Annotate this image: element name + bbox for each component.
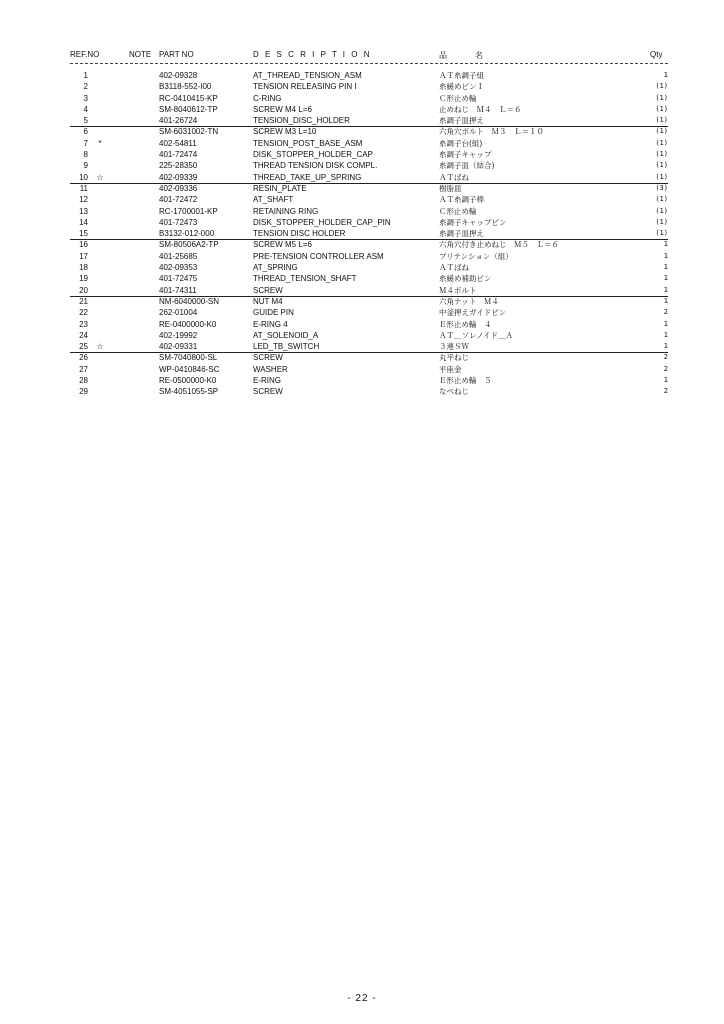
table-row [0,386,724,397]
part-no-cell: RC-1700001-KP [159,206,218,216]
qty-cell: (1) [655,138,668,147]
part-no-cell: NM-6040000-SN [159,296,220,306]
description-cell: AT_THREAD_TENSION_ASM [253,71,362,80]
part-no-cell: 402-19992 [159,330,198,340]
description-cell: GUIDE PIN [253,308,294,318]
table-row [0,330,724,341]
ref-no-cell: 25 [79,342,88,352]
table-row [0,273,724,284]
ref-no-cell: 12 [79,195,88,205]
qty-cell: (1) [655,82,668,91]
japanese-name-cell: Ｍ４ボルト [439,285,477,295]
table-row [0,138,724,149]
description-cell: SCREW M3 L=10 [253,127,317,137]
part-no-cell: 401-74311 [159,285,197,295]
description-cell: SCREW M4 L=6 [253,104,312,114]
qty-cell: 1 [663,240,668,249]
table-row [0,160,724,171]
description-cell: DISK_STOPPER_HOLDER_CAP [253,150,373,160]
header-qty: Qty [650,50,663,59]
qty-cell: 1 [663,319,668,328]
ref-no-cell: 11 [79,183,88,193]
table-row [0,126,724,137]
qty-cell: 1 [663,330,668,339]
qty-cell: 1 [663,71,668,79]
description-cell: THREAD_TAKE_UP_SPRING [253,172,362,182]
ref-no-cell: 7 [83,138,88,148]
description-cell: THREAD TENSION DISK COMPL. [253,161,378,171]
ref-no-cell: 9 [83,161,88,171]
description-cell: LED_TB_SWITCH [253,342,320,352]
qty-cell: (1) [655,104,668,113]
ref-no-cell: 16 [79,240,88,250]
japanese-name-cell: Ｅ形止め輪 ５ [439,376,492,386]
ref-no-cell: 23 [79,319,88,329]
qty-cell: 1 [663,274,668,283]
table-row [0,285,724,296]
table-row [0,172,724,183]
table-row [0,364,724,375]
japanese-name-cell: 糸調子皿（結合) [439,161,495,171]
qty-cell: 2 [663,308,668,317]
ref-no-cell: 10 [79,172,88,182]
table-row [0,341,724,352]
description-cell: E-RING 4 [253,319,288,329]
description-cell: AT_SOLENOID_A [253,330,319,340]
japanese-name-cell: プリテンション（組） [439,251,513,261]
table-header [0,50,724,62]
description-cell: SCREW M5 L=6 [253,240,312,250]
table-row [0,217,724,228]
table-row [0,375,724,386]
part-no-cell: SM-6031002-TN [159,127,219,137]
japanese-name-cell: 糸調子台(組) [439,138,483,148]
ref-no-cell: 14 [79,217,88,227]
parts-table [0,70,724,398]
description-cell: RETAINING RING [253,206,319,216]
part-no-cell: SM-80506A2-TP [159,240,219,250]
table-row [0,183,724,194]
ref-no-cell: 8 [83,150,88,160]
japanese-name-cell: 糸調子キャップピン [439,217,507,227]
description-cell: TENSION RELEASING PIN I [253,82,357,92]
japanese-name-cell: ＡＴ糸調子組 [439,71,484,80]
description-cell: TENSION DISC HOLDER [253,229,346,239]
description-cell: RESIN_PLATE [253,183,307,193]
description-cell: DISK_STOPPER_HOLDER_CAP_PIN [253,217,391,227]
qty-cell: 1 [663,251,668,260]
description-cell: C-RING [253,93,282,103]
qty-cell: (1) [655,229,668,238]
part-no-cell: SM-4051055-SP [159,387,219,397]
part-no-cell: WP-0410846-SC [159,364,220,374]
part-no-cell: 402-09339 [159,172,198,182]
qty-cell: (1) [655,116,668,125]
part-no-cell: 402-09328 [159,71,198,80]
table-row [0,93,724,104]
japanese-name-cell: 糸緩めピンＩ [439,82,484,92]
japanese-name-cell: 糸調子皿押え [439,116,484,126]
part-no-cell: 401-72472 [159,195,198,205]
description-cell: SCREW [253,387,283,397]
note-cell: ☆ [96,172,104,182]
qty-cell: (1) [655,150,668,159]
header-note: NOTE [129,50,152,59]
part-no-cell: B3132-012-000 [159,229,215,239]
qty-cell: 1 [663,342,668,351]
ref-no-cell: 6 [83,127,88,137]
qty-cell: (1) [655,206,668,215]
part-no-cell: RE-0400000-K0 [159,319,217,329]
description-cell: TENSION_DISC_HOLDER [253,116,350,126]
part-no-cell: 401-26724 [159,116,198,126]
ref-no-cell: 2 [83,82,88,92]
table-row [0,81,724,92]
part-no-cell: 402-09331 [159,342,198,352]
description-cell: PRE-TENSION CONTROLLER ASM [253,251,384,261]
description-cell: SCREW [253,353,283,363]
japanese-name-cell: Ｃ形止め輪 [439,206,477,216]
japanese-name-cell: 糸調子皿押え [439,229,484,239]
table-row [0,228,724,239]
description-cell: THREAD_TENSION_SHAFT [253,274,357,284]
header-ref-no: REF.NO [70,50,100,59]
part-no-cell: RC-0410415-KP [159,93,218,103]
ref-no-cell: 15 [79,229,88,239]
japanese-name-cell: ＡＴ糸調子棒 [439,195,484,205]
japanese-name-cell: 平座金 [439,364,462,374]
table-row [0,262,724,273]
ref-no-cell: 24 [79,330,88,340]
qty-cell: (1) [655,93,668,102]
description-cell: AT_SPRING [253,263,298,273]
ref-no-cell: 28 [79,376,88,386]
ref-no-cell: 20 [79,285,88,295]
table-row [0,251,724,262]
qty-cell: 1 [663,296,668,305]
part-no-cell: 262-01004 [159,308,198,318]
note-cell: * [98,138,102,148]
table-row [0,206,724,217]
qty-cell: 2 [663,364,668,373]
qty-cell: (1) [655,217,668,226]
part-no-cell: 401-72473 [159,217,198,227]
table-row [0,104,724,115]
japanese-name-cell: 丸平ねじ [439,353,469,363]
part-no-cell: 401-25685 [159,251,198,261]
japanese-name-cell: 六角穴付き止めねじ Ｍ５ Ｌ＝６ [439,240,559,250]
qty-cell: 2 [663,353,668,362]
japanese-name-cell: 樹脂皿 [439,183,462,193]
table-row [0,307,724,318]
header-dashed-rule [70,63,668,64]
description-cell: SCREW [253,285,283,295]
table-row [0,352,724,363]
part-no-cell: SM-7040800-SL [159,353,218,363]
ref-no-cell: 17 [79,251,88,261]
qty-cell: 1 [663,285,668,294]
qty-cell: (1) [655,172,668,181]
qty-cell: (1) [655,195,668,204]
ref-no-cell: 22 [79,308,88,318]
part-no-cell: B3118-552-I00 [159,82,212,92]
ref-no-cell: 5 [83,116,88,126]
part-no-cell: 401-72475 [159,274,198,284]
japanese-name-cell: 止めねじ Ｍ４ Ｌ＝６ [439,104,522,114]
ref-no-cell: 3 [83,93,88,103]
japanese-name-cell: ＡＴばね [439,172,469,182]
table-row [0,239,724,250]
part-no-cell: SM-8040612-TP [159,104,218,114]
table-row [0,149,724,160]
japanese-name-cell: ３連ＳＷ [439,342,469,352]
ref-no-cell: 1 [83,71,88,80]
japanese-name-cell: 糸緩め補助ピン [439,274,492,284]
page-number: - 22 - [347,993,377,1004]
japanese-name-cell: 中釜押えガイドピン [439,308,507,318]
part-no-cell: 401-72474 [159,150,198,160]
table-row [0,115,724,126]
japanese-name-cell: なべねじ [439,387,469,397]
description-cell: NUT M4 [253,296,283,306]
ref-no-cell: 4 [83,104,88,114]
part-no-cell: 402-54811 [159,138,197,148]
header-japanese: 品 名 [439,51,493,60]
description-cell: E-RING [253,376,281,386]
qty-cell: 2 [663,387,668,396]
description-cell: TENSION_POST_BASE_ASM [253,138,363,148]
part-no-cell: 402-09353 [159,263,198,273]
ref-no-cell: 26 [79,353,88,363]
ref-no-cell: 29 [79,387,88,397]
qty-cell: 1 [663,263,668,272]
ref-no-cell: 18 [79,263,88,273]
japanese-name-cell: 六角ナット Ｍ４ [439,296,499,306]
description-cell: AT_SHAFT [253,195,294,205]
table-row [0,319,724,330]
header-part-no: PART NO [159,50,194,59]
japanese-name-cell: Ｅ形止め輪 ４ [439,319,492,329]
japanese-name-cell: ＡＴ＿ソレノイド＿Ａ [439,330,514,340]
ref-no-cell: 13 [79,206,88,216]
part-no-cell: 402-09336 [159,183,198,193]
table-row [0,194,724,205]
ref-no-cell: 21 [79,296,88,306]
japanese-name-cell: Ｃ形止め輪 [439,93,477,103]
japanese-name-cell: ＡＴばね [439,263,469,273]
header-description: D E S C R I P T I O N [253,50,372,59]
note-cell: ☆ [96,342,104,352]
table-row [0,70,724,81]
qty-cell: (3) [655,183,668,192]
table-row [0,296,724,307]
qty-cell: (1) [655,161,668,170]
part-no-cell: 225-28350 [159,161,198,171]
ref-no-cell: 19 [79,274,88,284]
part-no-cell: RE-0500000-K0 [159,376,217,386]
japanese-name-cell: 六角穴ボルト Ｍ３ Ｌ＝１０ [439,127,544,137]
ref-no-cell: 27 [79,364,88,374]
qty-cell: (1) [655,127,668,136]
qty-cell: 1 [663,376,668,385]
description-cell: WASHER [253,364,288,374]
japanese-name-cell: 糸調子キャップ [439,150,492,160]
